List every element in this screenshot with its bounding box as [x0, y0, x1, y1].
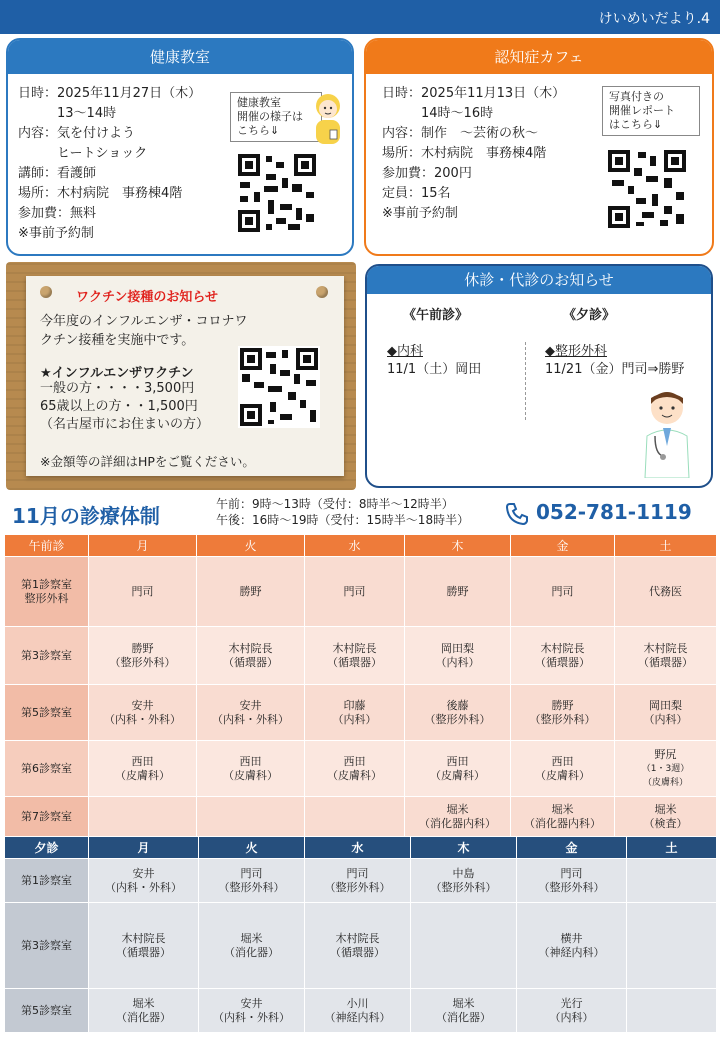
- text-line: 日時：2025年11月13日（木）: [382, 86, 566, 101]
- schedule-cell: [405, 557, 511, 627]
- department: （神経内科）: [324, 1010, 391, 1024]
- session-label: 夕診: [5, 837, 89, 859]
- department: （整形外科）: [218, 880, 285, 894]
- closure-am-label: 《午前診》: [403, 308, 469, 323]
- department: （整形外科）: [109, 655, 176, 669]
- department: （整形外科）: [424, 712, 491, 726]
- doctor-name: 野尻: [654, 747, 677, 761]
- schedule-cell: [197, 797, 305, 837]
- schedule-cell: [615, 557, 717, 627]
- department: （消化器内科）: [419, 816, 496, 830]
- department: （循環器）: [116, 945, 171, 959]
- vaccine-title: ワクチン接種のお知らせ: [76, 290, 218, 305]
- department: （内科・外科）: [212, 712, 289, 726]
- doctor-name: 西田: [551, 754, 574, 768]
- room-label-line: 第6診察室: [21, 761, 72, 775]
- room-label-line: 第5診察室: [21, 705, 72, 719]
- doctor-name: 小川: [346, 996, 369, 1010]
- department: （皮膚科）: [535, 768, 590, 782]
- doctor-name: 西田: [343, 754, 366, 768]
- text-line: 13〜14時: [18, 106, 117, 121]
- text-line: 日時：2025年11月27日（木）: [18, 86, 202, 101]
- doctor-name: 門司: [551, 584, 574, 598]
- doctor-name: 木村院長: [335, 931, 380, 945]
- vaccine-subtitle: ★インフルエンザワクチン: [40, 366, 194, 381]
- room-label: [5, 797, 89, 837]
- department: （循環器）: [535, 655, 590, 669]
- doctor-name: 後藤: [446, 698, 469, 712]
- doctor-name: 木村院長: [121, 931, 166, 945]
- closure-title: 休診・代診のお知らせ: [367, 266, 711, 294]
- closure-am-dept: ◆内科: [387, 344, 423, 359]
- department: （内科）: [643, 712, 688, 726]
- doctor-name: 安井: [131, 698, 154, 712]
- department: （消化器）: [224, 945, 279, 959]
- schedule-cell: [305, 903, 411, 989]
- department: （消化器内科）: [524, 816, 601, 830]
- room-label: [5, 903, 89, 989]
- vaccine-intro: [40, 312, 247, 350]
- pin-icon: [316, 286, 328, 298]
- schedule-cell: [405, 797, 511, 837]
- table-row: [5, 989, 717, 1033]
- schedule-cell: [199, 903, 305, 989]
- room-label: [5, 627, 89, 685]
- department: （循環器）: [638, 655, 693, 669]
- room-label-line: 第1診察室: [21, 873, 72, 887]
- text-line: 参加費：無料: [18, 206, 97, 221]
- day-header: 木: [411, 837, 517, 859]
- schedule-title: 11月の診療体制: [12, 504, 160, 528]
- schedule-cell: [405, 685, 511, 741]
- department: （整形外科）: [324, 880, 391, 894]
- text-line: 定員：15名: [382, 186, 451, 201]
- dementia-cafe-info: [382, 84, 565, 224]
- schedule-cell: [305, 797, 405, 837]
- schedule-cell: [305, 859, 411, 903]
- schedule-cell: [199, 859, 305, 903]
- day-header: 水: [305, 535, 405, 557]
- text-line: 開催の様子は: [237, 110, 303, 123]
- department: （皮膚科）: [223, 768, 278, 782]
- text-line: こちら⇓: [237, 124, 280, 137]
- doctor-name: 木村院長: [540, 641, 585, 655]
- closure-notice: [365, 264, 713, 488]
- text-line: 内容：気を付けよう: [18, 126, 136, 141]
- day-header: 水: [305, 837, 411, 859]
- text-line: はこちら⇓: [609, 118, 663, 131]
- doctor-name: 光行: [560, 996, 583, 1010]
- department: （内科・外科）: [213, 1010, 290, 1024]
- day-header: 土: [627, 837, 717, 859]
- schedule-cell: [517, 859, 627, 903]
- schedule-cell: [89, 627, 197, 685]
- day-header: 木: [405, 535, 511, 557]
- schedule-cell: [305, 627, 405, 685]
- room-label-line: 第1診察室: [21, 577, 72, 591]
- room-label-line: 第3診察室: [21, 648, 72, 662]
- doctor-name: 門司: [240, 866, 263, 880]
- department: （内科）: [549, 1010, 594, 1024]
- schedule-cell: [89, 557, 197, 627]
- schedule-cell: [615, 741, 717, 797]
- girl-illustration-icon: [308, 90, 348, 146]
- schedule-cell: [405, 741, 511, 797]
- doctor-name: 木村院長: [643, 641, 688, 655]
- doctor-name: 門司: [346, 866, 369, 880]
- doctor-name: 安井: [239, 698, 262, 712]
- schedule-cell: [615, 627, 717, 685]
- department: （循環器）: [330, 945, 385, 959]
- schedule-cell: [305, 989, 411, 1033]
- vaccine-board: [6, 262, 356, 490]
- schedule-cell: [627, 903, 717, 989]
- closure-pm-label: 《夕診》: [563, 308, 616, 323]
- schedule-cell: [197, 685, 305, 741]
- schedule-cell: [89, 797, 197, 837]
- doctor-name: 木村院長: [228, 641, 273, 655]
- day-header: 火: [197, 535, 305, 557]
- doctor-name: 堀米: [452, 996, 475, 1010]
- schedule-cell: [411, 859, 517, 903]
- doctor-name: 西田: [239, 754, 262, 768]
- text-line: ※事前予約制: [18, 226, 94, 241]
- department: （消化器）: [436, 1010, 491, 1024]
- schedule-cell: [89, 859, 199, 903]
- schedule-cell: [89, 741, 197, 797]
- doctor-name: 堀米: [240, 931, 263, 945]
- table-row: [5, 741, 717, 797]
- doctor-name: 中島: [452, 866, 475, 880]
- schedule-cell: [627, 989, 717, 1033]
- text-line: 内容：制作 〜芸術の秋〜: [382, 126, 539, 141]
- day-header: 土: [615, 535, 717, 557]
- schedule-hours: [216, 496, 469, 528]
- pin-icon: [40, 286, 52, 298]
- health-class-qr-icon[interactable]: [236, 152, 318, 234]
- doctor-name: 勝野: [551, 698, 574, 712]
- table-header-row: [5, 535, 717, 557]
- department: （内科）: [332, 712, 377, 726]
- schedule-cell: [511, 627, 615, 685]
- table-header-row: [5, 837, 717, 859]
- schedule-cell: [411, 989, 517, 1033]
- text-line: クチン接種を実施中です。: [40, 333, 195, 348]
- text-line: 65歳以上の方・・1,500円: [40, 399, 198, 414]
- schedule-cell: [89, 685, 197, 741]
- schedule-cell: [511, 741, 615, 797]
- text-line: 健康教室: [237, 96, 281, 109]
- doctor-name: 安井: [132, 866, 155, 880]
- text-line: 写真付きの: [609, 90, 664, 103]
- dementia-cafe-title: 認知症カフェ: [366, 40, 712, 74]
- schedule-cell: [511, 797, 615, 837]
- schedule-cell: [89, 989, 199, 1033]
- hours-pm: 午後：16時〜19時（受付：15時半〜18時半）: [216, 513, 470, 527]
- doctor-name: 勝野: [239, 584, 262, 598]
- department: （皮膚科）: [430, 768, 485, 782]
- department: （1・3週）: [641, 763, 690, 774]
- department: （皮膚科）: [327, 768, 382, 782]
- doctor-name: 西田: [131, 754, 154, 768]
- doctor-illustration-icon: [637, 386, 697, 478]
- text-line: 講師：看護師: [18, 166, 97, 181]
- session-label: 午前診: [5, 535, 89, 557]
- doctor-name: 堀米: [551, 802, 574, 816]
- text-line: 今年度のインフルエンザ・コロナワ: [40, 314, 248, 329]
- department: （内科・外科）: [104, 712, 181, 726]
- department: （整形外科）: [430, 880, 497, 894]
- text-line: 場所：木村病院 事務棟4階: [382, 146, 547, 161]
- top-bar: [0, 0, 720, 34]
- schedule-cell: [411, 903, 517, 989]
- closure-pm-detail: 11/21（金）門司⇒勝野: [545, 362, 685, 377]
- room-label-line: 整形外科: [24, 591, 69, 605]
- doctor-name: 岡田梨: [649, 698, 682, 712]
- room-label: [5, 557, 89, 627]
- department: （内科）: [435, 655, 480, 669]
- text-line: 場所：木村病院 事務棟4階: [18, 186, 183, 201]
- dementia-cafe-note: [602, 86, 700, 136]
- schedule-cell: [511, 685, 615, 741]
- schedule-cell: [89, 903, 199, 989]
- vaccine-footer: ※金額等の詳細はHPをご覧ください。: [40, 454, 255, 469]
- page-label: けいめいだより.4: [598, 11, 710, 27]
- vaccine-notice: [26, 276, 344, 476]
- dementia-cafe-qr-icon[interactable]: [606, 148, 688, 230]
- dementia-cafe-card: [364, 38, 714, 256]
- am-schedule-table: [4, 534, 717, 837]
- table-row: [5, 557, 717, 627]
- table-row: [5, 859, 717, 903]
- room-label: [5, 685, 89, 741]
- room-label-line: 第3診察室: [21, 938, 72, 952]
- doctor-name: 安井: [240, 996, 263, 1010]
- text-line: ※事前予約制: [382, 206, 458, 221]
- department: （検査）: [643, 816, 688, 830]
- doctor-name: 木村院長: [332, 641, 377, 655]
- doctor-name: 代務医: [649, 584, 682, 598]
- doctor-name: 堀米: [446, 802, 469, 816]
- day-header: 月: [89, 837, 199, 859]
- vaccine-prices: [40, 380, 209, 434]
- schedule-cell: [405, 627, 511, 685]
- department: （循環器）: [223, 655, 278, 669]
- department: （神経内科）: [538, 945, 605, 959]
- text-line: 開催レポート: [609, 104, 675, 117]
- pm-schedule-table: [4, 836, 717, 1033]
- doctor-name: 堀米: [132, 996, 155, 1010]
- doctor-name: 岡田梨: [441, 641, 474, 655]
- health-class-card: [6, 38, 354, 256]
- department: （循環器）: [327, 655, 382, 669]
- table-row: [5, 627, 717, 685]
- closure-pm-dept: ◆整形外科: [545, 344, 607, 359]
- room-label-line: 第5診察室: [21, 1003, 72, 1017]
- department: （整形外科）: [538, 880, 605, 894]
- schedule-cell: [197, 557, 305, 627]
- phone-number[interactable]: 052-781-1119: [536, 500, 692, 524]
- health-class-title: 健康教室: [8, 40, 352, 74]
- text-line: 14時〜16時: [382, 106, 494, 121]
- schedule-cell: [615, 797, 717, 837]
- doctor-name: 堀米: [654, 802, 677, 816]
- schedule-cell: [197, 627, 305, 685]
- department: （消化器）: [116, 1010, 171, 1024]
- doctor-name: 門司: [131, 584, 154, 598]
- schedule-cell: [305, 741, 405, 797]
- doctor-name: 西田: [446, 754, 469, 768]
- day-header: 金: [511, 535, 615, 557]
- schedule-cell: [615, 685, 717, 741]
- day-header: 火: [199, 837, 305, 859]
- doctor-name: 勝野: [131, 641, 154, 655]
- department: （皮膚科）: [115, 768, 170, 782]
- room-label-line: 第7診察室: [21, 809, 72, 823]
- table-row: [5, 797, 717, 837]
- schedule-cell: [197, 741, 305, 797]
- closure-am-detail: 11/1（土）岡田: [387, 362, 482, 377]
- table-row: [5, 903, 717, 989]
- text-line: （名古屋市にお住まいの方）: [40, 417, 210, 432]
- doctor-name: 横井: [560, 931, 583, 945]
- vaccine-qr-icon[interactable]: [238, 346, 320, 428]
- schedule-cell: [305, 557, 405, 627]
- text-line: ヒートショック: [18, 146, 148, 161]
- room-label: [5, 741, 89, 797]
- schedule-cell: [511, 557, 615, 627]
- closure-divider: [525, 342, 526, 420]
- doctor-name: 門司: [343, 584, 366, 598]
- health-class-info: [18, 84, 201, 244]
- schedule-cell: [305, 685, 405, 741]
- day-header: 金: [517, 837, 627, 859]
- doctor-name: 門司: [560, 866, 583, 880]
- schedule-cell: [627, 859, 717, 903]
- room-label: [5, 989, 89, 1033]
- doctor-name: 印藤: [343, 698, 366, 712]
- schedule-cell: [517, 989, 627, 1033]
- department: （皮膚科）: [642, 777, 688, 788]
- department: （内科・外科）: [105, 880, 182, 894]
- text-line: 一般の方・・・・3,500円: [40, 381, 195, 396]
- schedule-cell: [517, 903, 627, 989]
- room-label: [5, 859, 89, 903]
- doctor-name: 勝野: [446, 584, 469, 598]
- schedule-cell: [199, 989, 305, 1033]
- text-line: 参加費：200円: [382, 166, 472, 181]
- phone-icon: [504, 501, 530, 527]
- table-row: [5, 685, 717, 741]
- department: （整形外科）: [529, 712, 596, 726]
- day-header: 月: [89, 535, 197, 557]
- hours-am: 午前：9時〜13時（受付：8時半〜12時半）: [216, 497, 454, 511]
